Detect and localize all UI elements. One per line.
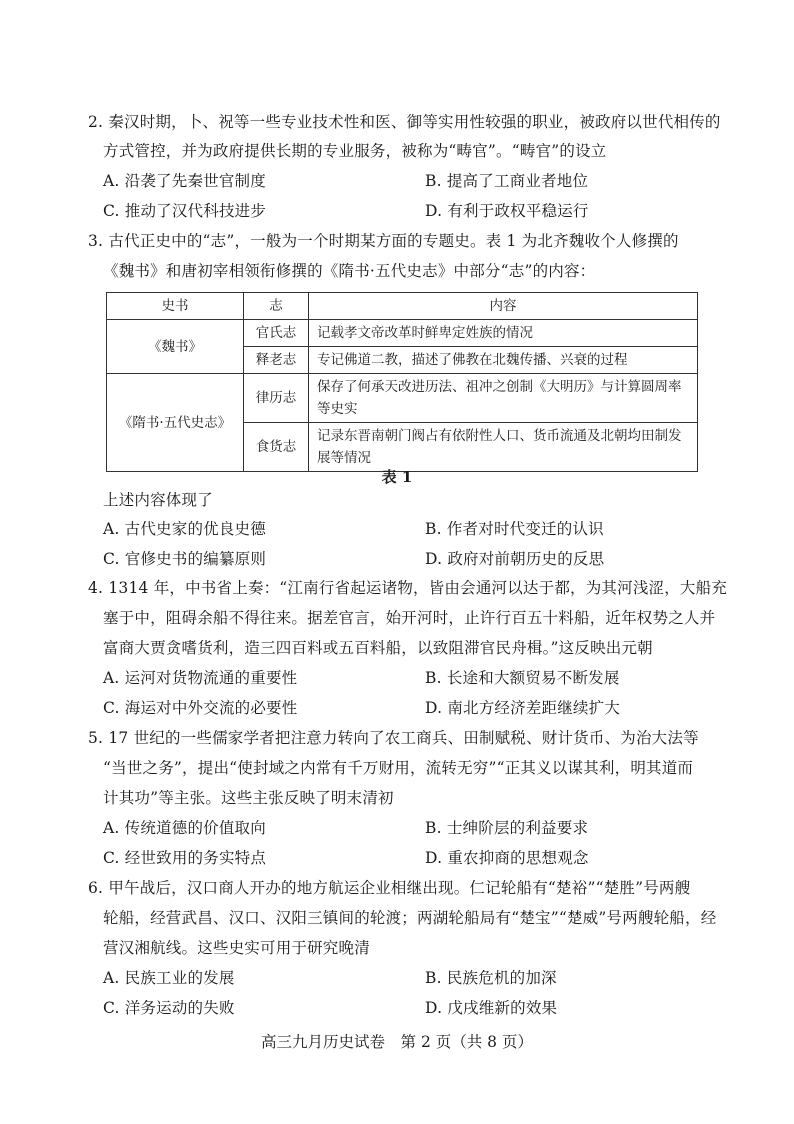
table-header-row [107,293,698,320]
q6-line-1: 6. 甲午战后，汉口商人开办的地方航运企业相继出现。仁记轮船有“楚裕”“楚胜”号两艘 [88,879,691,897]
zhi-cell: 律历志 [244,374,309,423]
q6-option-b: B. 民族危机的加深 [425,969,557,987]
q5-option-d: D. 重农抑商的思想观念 [425,849,589,867]
book-cell: 《隋书·五代史志》 [107,374,244,472]
q3-line-1: 3. 古代正史中的“志”，一般为一个时期某方面的专题史。表 1 为北齐魏收个人修撰的 [88,232,679,250]
q4-line-2: 塞于中，阻碍余船不得往来。据差官言，始开河时，止许行百五十料船，近年权势之人并 [103,609,716,627]
q2-option-b: B. 提高了工商业者地位 [425,172,589,190]
q5-line-2: “当世之务”，提出“使封域之内常有千万财用，流转无穷”“正其义以谋其利，明其道而 [103,759,694,777]
q3-line-2: 《魏书》和唐初宰相领衔修撰的《隋书·五代史志》中部分“志”的内容： [103,262,596,280]
page-footer: 高三九月历史试卷 第 2 页（共 8 页） [261,1033,533,1051]
q6-line-3: 营汉湘航线。这些史实可用于研究晚清 [103,939,370,957]
q5-option-a: A. 传统道德的价值取向 [103,819,266,837]
content-cell: 保存了何承天改进历法、祖冲之创制《大明历》与计算圆周率等史实 [309,374,698,423]
content-cell: 专记佛道二教，描述了佛教在北魏传播、兴衰的过程 [309,347,698,374]
q5-option-b: B. 士绅阶层的利益要求 [425,819,589,837]
header-book: 史书 [107,293,244,320]
zhi-cell: 释老志 [244,347,309,374]
q2-line-2: 方式管控，并为政府提供长期的专业服务，被称为“畴官”。“畴官”的设立 [103,142,607,160]
q4-line-1: 4. 1314 年，中书省上奏：“江南行省起运诸物，皆由会通河以达于都，为其河浅涩，大船充 [88,579,728,597]
q4-line-3: 富商大贾贪嗜货利，造三四百料或五百料船，以致阻滞官民舟楫。”这反映出元朝 [103,639,653,657]
q2-option-c: C. 推动了汉代科技进步 [103,202,267,220]
q2-option-a: A. 沿袭了先秦世官制度 [103,172,266,190]
q2-line-1: 2. 秦汉时期，卜、祝等一些专业技术性和医、御等实用性较强的职业，被政府以世代相传的 [88,113,721,131]
q6-option-a: A. 民族工业的发展 [103,969,235,987]
header-content: 内容 [309,293,698,320]
q4-option-c: C. 海运对中外交流的必要性 [103,699,298,717]
q3-stem-end: 上述内容体现了 [103,491,213,509]
q6-option-c: C. 洋务运动的失败 [103,999,235,1017]
table-row [107,320,698,347]
zhi-cell: 官氏志 [244,320,309,347]
history-table [106,292,698,472]
q6-option-d: D. 戊戌维新的效果 [425,999,558,1017]
book-cell: 《魏书》 [107,320,244,374]
q6-line-2: 轮船，经营武昌、汉口、汉阳三镇间的轮渡；两湖轮船局有“楚宝”“楚威”号两艘轮船，经 [103,909,717,927]
zhi-cell: 食货志 [244,423,309,472]
q3-option-d: D. 政府对前朝历史的反思 [425,550,605,568]
q5-option-c: C. 经世致用的务实特点 [103,849,267,867]
q4-option-b: B. 长途和大额贸易不断发展 [425,669,620,687]
q5-line-1: 5. 17 世纪的一些儒家学者把注意力转向了农工商兵、田制赋税、财计货币、为治大法等 [88,729,699,747]
q4-option-d: D. 南北方经济差距继续扩大 [425,699,621,717]
q5-line-3: 计其功”等主张。这些主张反映了明末清初 [103,789,394,807]
q3-option-c: C. 官修史书的编纂原则 [103,550,267,568]
content-cell: 记录东晋南朝门阀占有依附性人口、货币流通及北朝均田制发展等情况 [309,423,698,472]
content-cell: 记载孝文帝改革时鲜卑定姓族的情况 [309,320,698,347]
q3-option-b: B. 作者对时代变迁的认识 [425,520,604,538]
q4-option-a: A. 运河对货物流通的重要性 [103,669,298,687]
q2-option-d: D. 有利于政权平稳运行 [425,202,589,220]
header-zhi: 志 [244,293,309,320]
table-row [107,374,698,423]
table-caption: 表 1 [381,468,413,486]
q3-option-a: A. 古代史家的优良史德 [103,520,266,538]
